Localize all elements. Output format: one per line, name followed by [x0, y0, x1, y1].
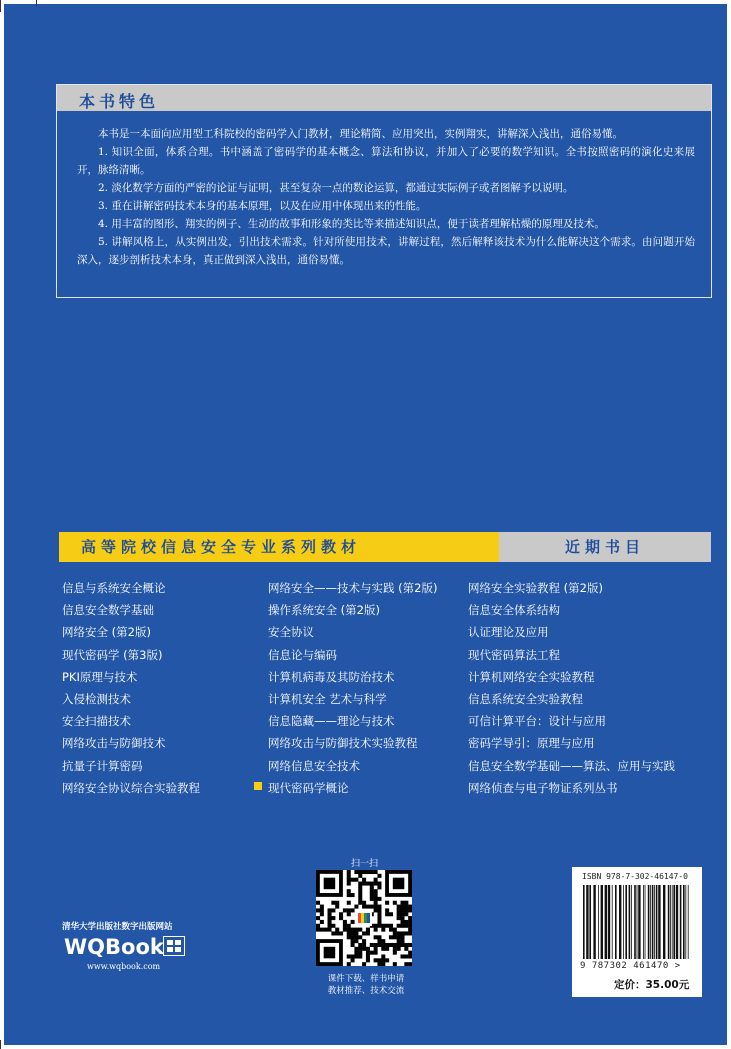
features-box — [56, 84, 712, 298]
current-book-marker — [254, 782, 262, 790]
publisher-badge-icon — [163, 936, 185, 956]
book-list-column-2 — [268, 577, 437, 799]
scan-label: 扫一扫 — [351, 859, 379, 869]
book-title: 安全协议 — [268, 625, 314, 640]
book-title: 现代密码学 (第3版) — [62, 647, 163, 662]
barcode-digits: 9 787302 461470 > — [580, 961, 681, 971]
book-title: 计算机网络安全实验教程 — [468, 669, 595, 684]
publisher-name: 清华大学出版社数字出版网站 — [62, 922, 173, 932]
recent-books-label: 近期书目 — [499, 532, 711, 562]
book-title: 信息安全体系结构 — [468, 603, 560, 618]
book-title: PKI原理与技术 — [62, 669, 138, 684]
series-banner — [59, 532, 711, 562]
features-paragraph: 1. 知识全面，体系合理。书中涵盖了密码学的基本概念、算法和协议，并加入了必要的数学知识。全书按照密码的演化史来展开，脉络清晰。 — [77, 146, 695, 176]
series-name: 高等院校信息安全专业系列教材 — [59, 532, 499, 562]
publisher-logo: WQBook — [64, 935, 164, 959]
qr-caption — [318, 973, 414, 997]
book-list-column-3 — [468, 577, 675, 799]
book-title: 信息安全数学基础——算法、应用与实践 — [468, 758, 675, 773]
qr-caption-line: 教材推荐、技术交流 — [327, 986, 405, 996]
book-title: 网络安全——技术与实践 (第2版) — [268, 581, 438, 595]
book-title: 安全扫描技术 — [62, 714, 131, 729]
features-paragraph: 本书是一本面向应用型工科院校的密码学入门教材，理论精简、应用突出，实例翔实，讲解深入浅出，通俗易懂。 — [98, 128, 623, 140]
book-title: 网络攻击与防御技术实验教程 — [268, 736, 418, 751]
features-paragraph: 3. 重在讲解密码技术本身的基本原理，以及在应用中体现出来的性能。 — [98, 200, 427, 212]
features-paragraph: 4. 用丰富的图形、翔实的例子、生动的故事和形象的类比等来描述知识点，便于读者理解枯燥的原理及技术。 — [98, 218, 605, 230]
book-title: 信息安全数学基础 — [62, 603, 154, 618]
book-title-current: 现代密码学概论 — [268, 780, 349, 795]
book-title: 计算机病毒及其防治技术 — [268, 669, 395, 684]
book-title: 信息隐藏——理论与技术 — [268, 714, 395, 729]
features-title: 本书特色 — [79, 92, 160, 111]
crop-mark — [0, 0, 1, 12]
isbn-barcode-box — [572, 867, 702, 997]
qr-caption-line: 课件下载、样书申请 — [327, 974, 405, 984]
book-title: 网络侦查与电子物证系列丛书 — [468, 780, 618, 795]
book-list-column-1 — [62, 577, 200, 799]
features-paragraph: 5. 讲解风格上，从实例出发，引出技术需求。针对所使用技术，讲解过程，然后解释该技术为什么能解决这个需求。由问题开始深入，逐步剖析技术本身，真正做到深入浅出，通俗易懂。 — [77, 236, 695, 266]
book-title: 可信计算平台：设计与应用 — [468, 714, 606, 729]
book-title: 网络安全实验教程 (第2版) — [468, 581, 603, 595]
book-title: 网络安全 (第2版) — [62, 625, 151, 640]
book-title: 密码学导引：原理与应用 — [468, 736, 595, 751]
crop-mark — [0, 1040, 1, 1049]
book-title: 现代密码算法工程 — [468, 647, 560, 662]
crop-mark — [36, 0, 37, 6]
isbn-text: ISBN 978-7-302-46147-0 — [582, 872, 688, 881]
book-title: 信息系统安全实验教程 — [468, 691, 583, 706]
book-title: 入侵检测技术 — [62, 691, 131, 706]
barcode-icon — [581, 885, 693, 961]
book-title: 抗量子计算密码 — [62, 758, 143, 773]
book-title: 信息论与编码 — [268, 647, 337, 662]
features-paragraph: 2. 淡化数学方面的严密的论证与证明，甚至复杂一点的数论运算，都通过实际例子或者图解予以说明。 — [98, 182, 574, 194]
features-body — [77, 125, 695, 269]
features-header — [57, 85, 711, 111]
qr-code-icon — [316, 870, 412, 966]
book-title: 认证理论及应用 — [468, 625, 549, 640]
book-title: 操作系统安全 (第2版) — [268, 603, 380, 618]
book-title: 网络安全协议综合实验教程 — [62, 780, 200, 795]
book-title: 计算机安全 艺术与科学 — [268, 691, 387, 706]
publisher-url: www.wqbook.com — [87, 962, 161, 971]
book-title: 网络攻击与防御技术 — [62, 736, 166, 751]
book-title: 网络信息安全技术 — [268, 758, 360, 773]
book-title: 信息与系统安全概论 — [62, 581, 166, 595]
price: 定价：35.00元 — [614, 979, 690, 991]
